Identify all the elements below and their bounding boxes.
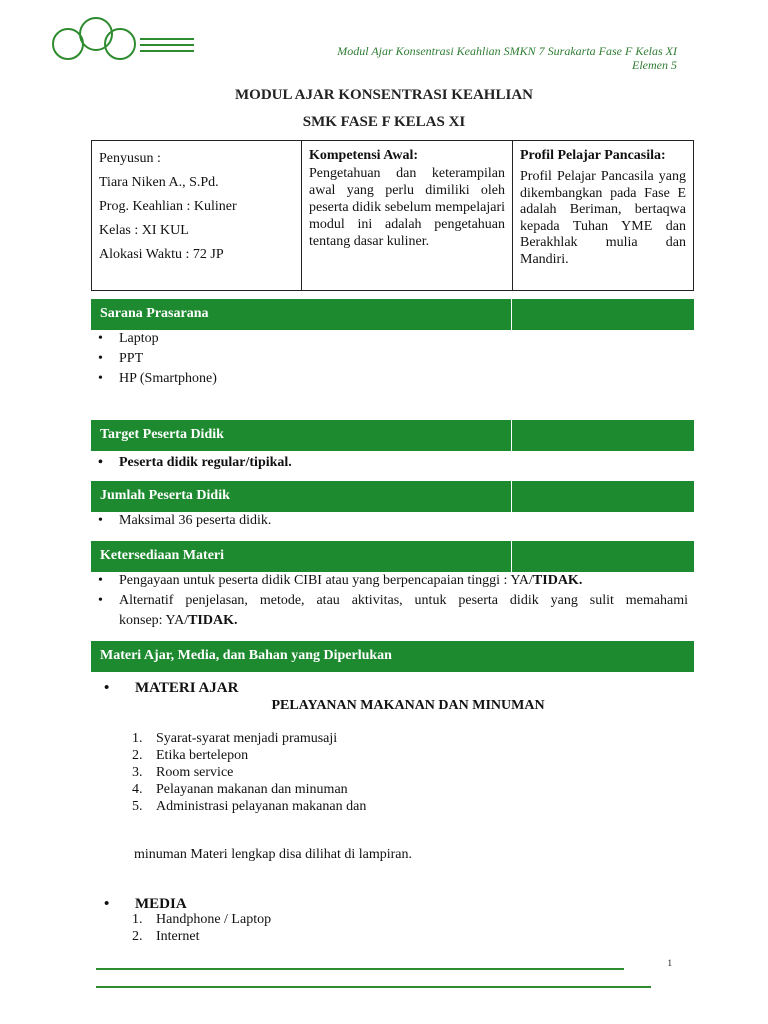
section-label: Jumlah Peserta Didik — [100, 488, 230, 503]
list-item — [98, 349, 143, 369]
item-text: HP (Smartphone) — [119, 371, 217, 386]
item-text: Pelayanan makanan dan minuman — [156, 782, 348, 797]
list-item: 2. Internet — [132, 929, 200, 944]
item-emphasis: TIDAK. — [532, 573, 583, 588]
bullet-icon: • — [98, 371, 103, 386]
school-logo — [52, 14, 202, 70]
section-materi-ajar — [91, 641, 694, 672]
item-text: PPT — [119, 351, 144, 366]
kompetensi-cell — [302, 141, 513, 291]
item-text: Administrasi pelayanan makanan dan — [156, 799, 367, 814]
bullet-icon: • — [98, 573, 103, 588]
divider — [511, 481, 512, 512]
item-emphasis: TIDAK. — [188, 613, 238, 628]
running-title: Modul Ajar Konsentrasi Keahlian SMKN 7 Surakarta Fase F Kelas XI — [337, 44, 677, 58]
item-text: Etika bertelepon — [156, 748, 249, 763]
prog-keahlian: Prog. Keahlian : Kuliner — [99, 199, 237, 214]
penyusun-label: Penyusun : — [99, 151, 161, 166]
alokasi-waktu: Alokasi Waktu : 72 JP — [99, 247, 224, 262]
section-ketersediaan — [91, 541, 694, 572]
profil-heading: Profil Pelajar Pancasila: — [520, 148, 666, 163]
bullet-icon: • — [98, 331, 103, 346]
list-item — [98, 511, 271, 531]
footer-divider — [96, 968, 624, 970]
divider — [511, 541, 512, 572]
page-number: 1 — [667, 958, 672, 968]
section-label: Materi Ajar, Media, dan Bahan yang Diperlukan — [100, 648, 392, 663]
item-text: Room service — [156, 765, 234, 780]
document-title: MODUL AJAR KONSENTRASI KEAHLIAN — [235, 87, 533, 103]
running-header — [337, 44, 677, 72]
item-text: MEDIA — [135, 896, 187, 912]
divider — [511, 299, 512, 330]
item-text: Laptop — [119, 331, 159, 346]
list-item: 2. Etika bertelepon — [132, 748, 249, 763]
kompetensi-text: Pengetahuan dan keterampilan awal yang perlu dimiliki oleh peserta didik sebelum mempelajari modul ini adalah pengetahuan tentang dasar kuliner. — [309, 166, 505, 249]
item-text: MATERI AJAR — [135, 680, 239, 696]
list-item — [98, 453, 292, 473]
list-item: 1. Handphone / Laptop — [132, 912, 272, 927]
author-cell — [92, 141, 302, 291]
list-item — [98, 591, 688, 631]
section-jumlah — [91, 481, 694, 512]
footer-divider — [96, 986, 651, 988]
list-item — [98, 571, 582, 591]
bullet-icon: • — [98, 351, 103, 366]
running-subtitle: Elemen 5 — [632, 58, 677, 72]
divider — [511, 420, 512, 451]
list-item — [98, 329, 159, 349]
bullet-icon: • — [98, 593, 103, 608]
bullet-icon: • — [98, 513, 103, 528]
materi-subtitle: PELAYANAN MAKANAN DAN MINUMAN — [271, 698, 545, 713]
profil-cell — [513, 141, 694, 291]
section-target — [91, 420, 694, 451]
item-text: konsep: YA/ — [119, 613, 189, 628]
section-sarana — [91, 299, 694, 330]
kompetensi-heading: Kompetensi Awal: — [309, 148, 419, 163]
bullet-icon: • — [98, 455, 103, 470]
section-label: Sarana Prasarana — [100, 306, 209, 321]
document-subtitle: SMK FASE F KELAS XI — [302, 114, 466, 130]
list-item — [98, 369, 217, 389]
item-text: Pengayaan untuk peserta didik CIBI atau yang berpencapaian tinggi : YA/ — [119, 573, 533, 588]
item-text: Maksimal 36 peserta didik. — [119, 513, 272, 528]
bullet-icon: • — [104, 896, 110, 912]
item-text: Peserta didik regular/tipikal. — [119, 455, 292, 470]
list-item: 3. Room service — [132, 765, 234, 780]
section-label: Ketersediaan Materi — [100, 548, 225, 563]
info-table — [91, 140, 694, 291]
materi-continuation: minuman Materi lengkap disa dilihat di lampiran. — [134, 847, 412, 862]
penyusun-name: Tiara Niken A., S.Pd. — [99, 175, 219, 190]
list-item: 1. Syarat-syarat menjadi pramusaji — [132, 731, 338, 746]
item-text: Syarat-syarat menjadi pramusaji — [156, 731, 338, 746]
profil-text: Profil Pelajar Pancasila yang dikembangkan pada Fase E adalah Beriman, bertaqwa kepada Tuhan YME dan Berakhlak mulia dan Mandiri. — [520, 169, 686, 267]
item-text: Alternatif penjelasan, metode, atau aktivitas, untuk peserta didik yang sulit memahami — [119, 593, 688, 608]
kelas: Kelas : XI KUL — [99, 223, 189, 238]
list-item: 5. Administrasi pelayanan makanan dan — [132, 799, 367, 814]
bullet-icon: • — [104, 680, 110, 696]
item-text: Internet — [156, 929, 200, 944]
list-item: 4. Pelayanan makanan dan minuman — [132, 782, 348, 797]
materi-heading — [98, 678, 238, 698]
item-text: Handphone / Laptop — [156, 912, 272, 927]
section-label: Target Peserta Didik — [100, 427, 224, 442]
